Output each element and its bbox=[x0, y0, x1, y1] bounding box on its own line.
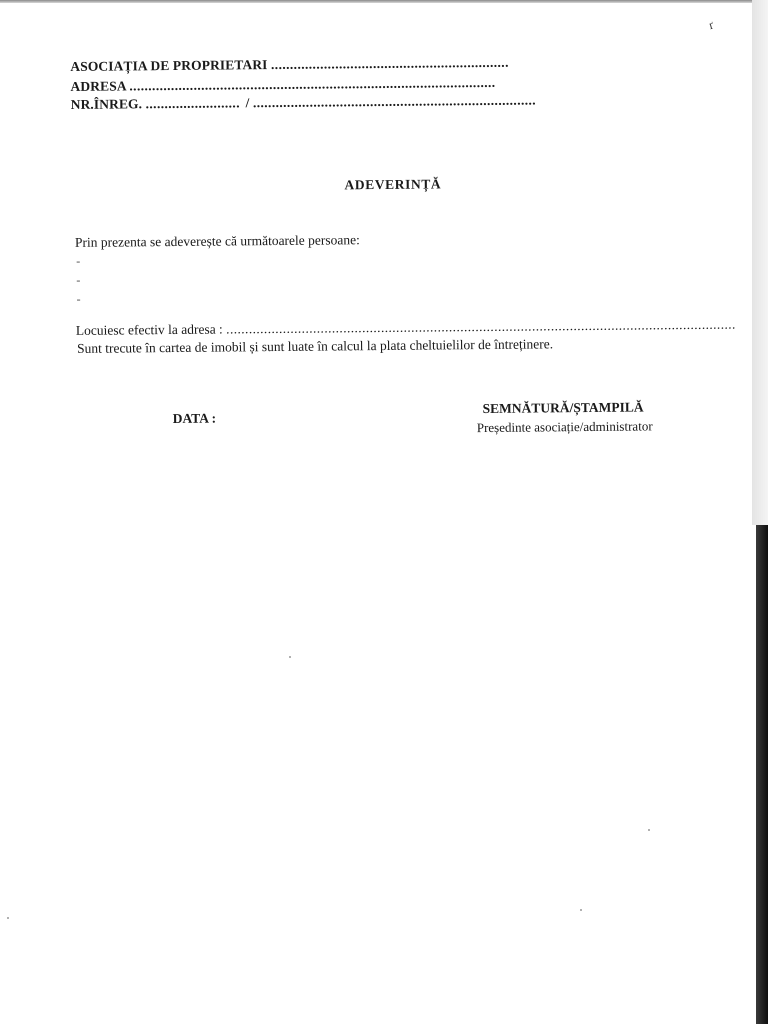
registration-date-fill: ........................................................................... bbox=[252, 92, 537, 111]
association-fill-line: ............................................................... bbox=[270, 54, 509, 73]
registration-line bbox=[70, 92, 537, 113]
association-line bbox=[70, 54, 509, 75]
residence-fill-line: ....................................................................................................................................... bbox=[226, 316, 736, 337]
corner-mark: ґ bbox=[707, 17, 715, 33]
intro-text: Prin prezenta se adeverește că următoarele persoane: bbox=[74, 232, 360, 250]
registration-separator: / bbox=[245, 95, 250, 111]
document-title: ADEVERINȚĂ bbox=[344, 176, 442, 193]
registration-label: NR.ÎNREG. bbox=[70, 96, 143, 112]
person-bullet-2: - bbox=[76, 272, 81, 287]
association-label: ASOCIAȚIA DE PROPRIETARI bbox=[70, 57, 268, 74]
address-label: ADRESA bbox=[70, 78, 126, 94]
person-bullet-1: - bbox=[76, 253, 81, 268]
address-line bbox=[70, 75, 509, 95]
statement-text: Sunt trecute în cartea de imobil și sunt luate în calcul la plata cheltuielilor de întreținere. bbox=[76, 336, 554, 356]
registration-number-fill: ......................... bbox=[145, 95, 241, 112]
person-bullet-3: - bbox=[76, 291, 81, 306]
address-fill-line: ................................................................................................. bbox=[129, 74, 496, 94]
residence-line bbox=[75, 316, 736, 339]
residence-label: Locuiesc efectiv la adresa : bbox=[75, 321, 223, 338]
signature-role: Președinte asociație/administrator bbox=[476, 418, 653, 436]
signature-label: SEMNĂTURĂ/ȘTAMPILĂ bbox=[482, 399, 644, 417]
date-label: DATA : bbox=[172, 410, 217, 426]
